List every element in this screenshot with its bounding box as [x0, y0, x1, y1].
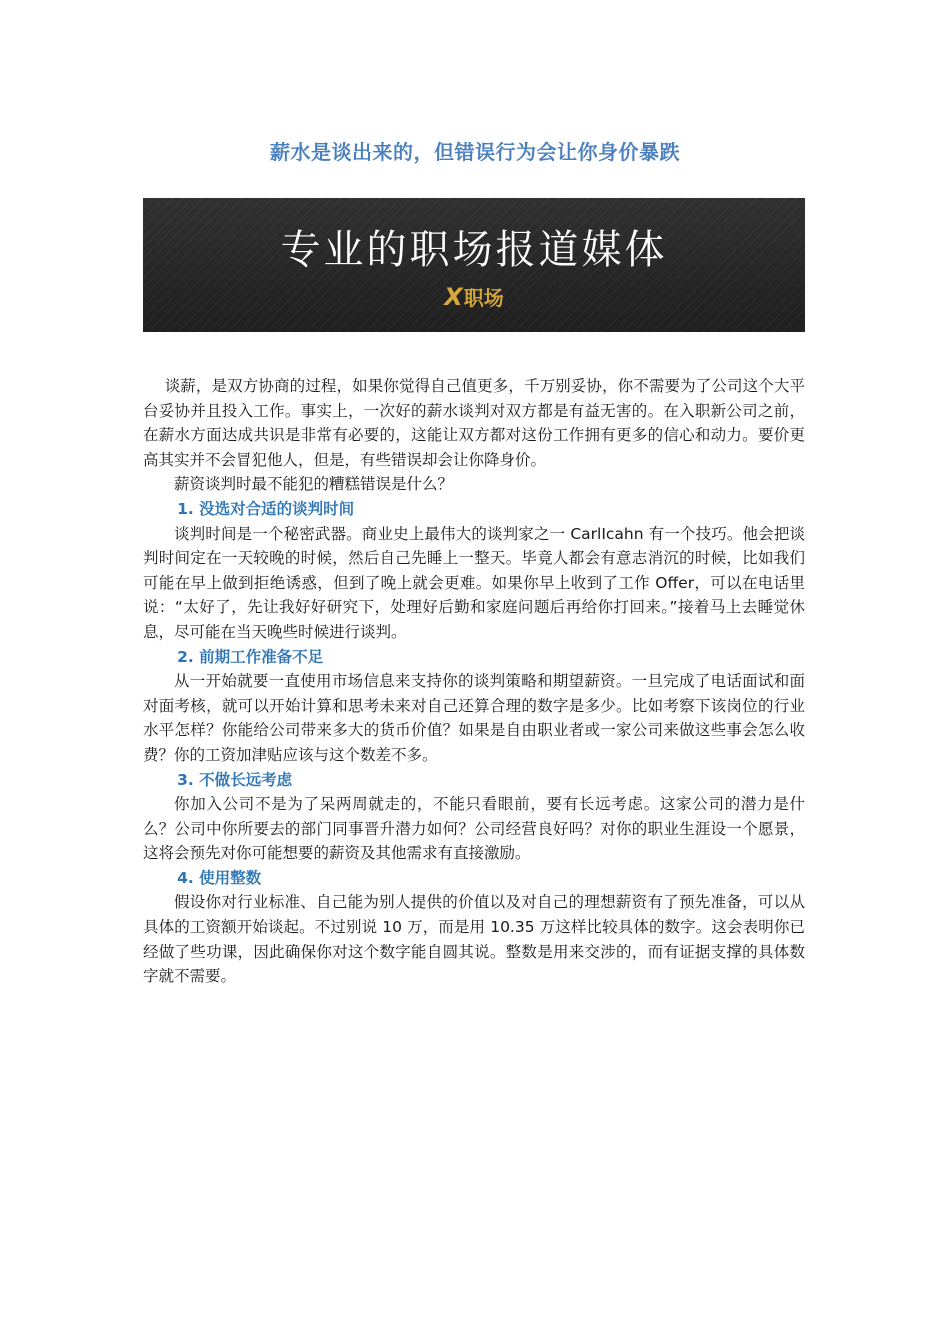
section-heading-1: 1. 没选对合适的谈判时间: [177, 499, 355, 518]
section-heading-2: 2. 前期工作准备不足: [177, 647, 324, 666]
section-body-3: 你加入公司不是为了呆两周就走的，不能只看眼前，要有长远考虑。这家公司的潜力是什么？公司中你所要去的部门同事晋升潜力如何？公司经营良好吗？对你的职业生涯设一个愿景，这将会预先对你可能想要的薪资及其他需求有直接激励。: [143, 795, 805, 863]
question-paragraph: 薪资谈判时最不能犯的糟糕错误是什么？: [174, 475, 454, 494]
logo-text: 职场: [463, 286, 504, 310]
section-body-2: 从一开始就要一直使用市场信息来支持你的谈判策略和期望薪资。一旦完成了电话面试和面对面考核，就可以开始计算和思考未来对自己还算合理的数字是多少。比如考察下该岗位的行业水平怎样？你能给公司带来多大的货币价值？如果是自由职业者或一家公司来做这些事会怎么收费？你的工资加津贴应该与这个数差不多。: [143, 672, 805, 764]
section-heading-3: 3. 不做长远考虑: [177, 770, 293, 789]
article-title: 薪水是谈出来的，但错误行为会让你身价暴跌: [270, 140, 680, 164]
banner-logo: [143, 282, 805, 311]
article-body: [143, 374, 805, 989]
banner-slogan: 专业的职场报道媒体: [280, 227, 668, 273]
section-heading-4: 4. 使用整数: [177, 868, 262, 887]
intro-paragraph: 谈薪，是双方协商的过程，如果你觉得自己值更多，千万别妥协，你不需要为了公司这个大平台妥协并且投入工作。事实上，一次好的薪水谈判对双方都是有益无害的。在入职新公司之前，在薪水方面达成共识是非常有必要的，这能让双方都对这份工作拥有更多的信心和动力。要价更高其实并不会冒犯他人，但是，有些错误却会让你降身价。: [143, 377, 805, 469]
section-body-4: 假设你对行业标准、自己能为别人提供的价值以及对自己的理想薪资有了预先准备，可以从具体的工资额开始谈起。不过别说 10 万，而是用 10.35 万这样比较具体的数字。这会表明你已经做了些功课，因此确保你对这个数字能自圆其说。整数是用来交涉的，而有证据支撑的具体数字就不需要。: [143, 893, 805, 986]
logo-mark-icon: X: [444, 283, 463, 311]
banner-image: [143, 198, 805, 332]
section-body-1: 谈判时间是一个秘密武器。商业史上最伟大的谈判家之一 CarlIcahn 有一个技巧。他会把谈判时间定在一天较晚的时候，然后自己先睡上一整天。毕竟人都会有意志消沉的时候，比如我们可能在早上做到拒绝诱惑，但到了晚上就会更难。如果你早上收到了工作 Offer，可以在电话里说：“太好了，先让我好好研究下，处理好后勤和家庭问题后再给你打回来。”接着马上去睡觉休息，尽可能在当天晚些时候进行谈判。: [143, 524, 805, 641]
